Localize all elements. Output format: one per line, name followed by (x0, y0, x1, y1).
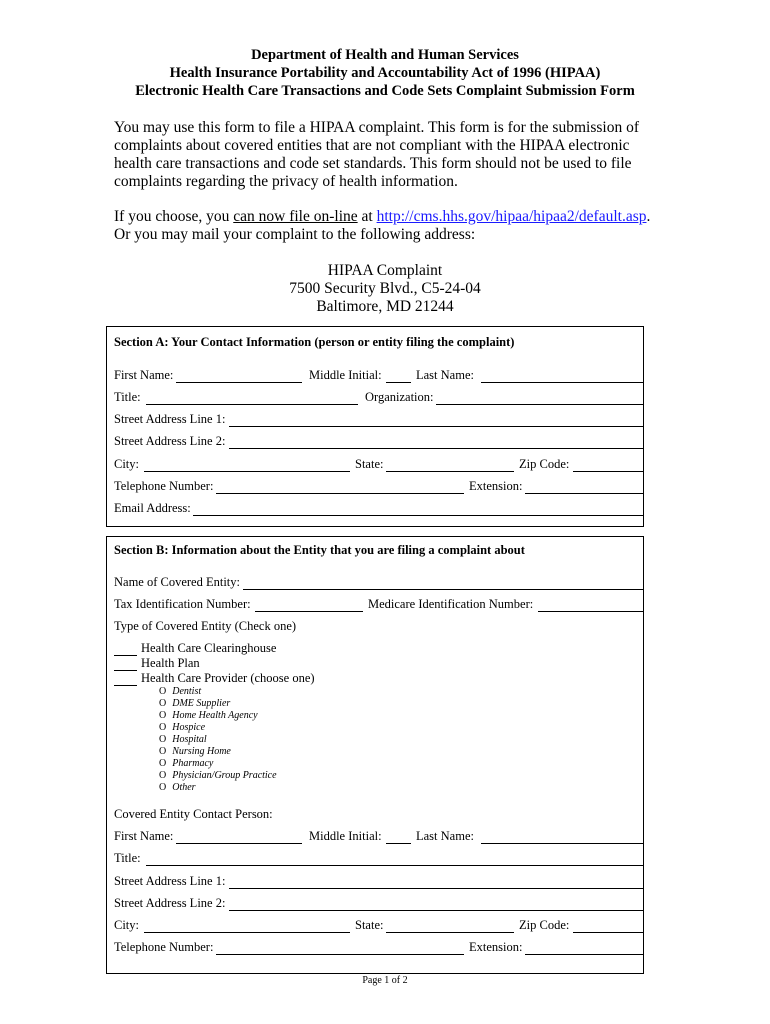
provider-option-home-health[interactable]: O Home Health Agency (159, 710, 258, 721)
contact-street1-field[interactable] (229, 888, 643, 889)
provider-option-hospice[interactable]: O Hospice (159, 722, 206, 733)
address-line-3: Baltimore, MD 21244 (316, 298, 454, 315)
covered-entity-name-label: Name of Covered Entity: (114, 575, 241, 589)
title-field[interactable] (146, 404, 358, 405)
last-name-label: Last Name: (416, 368, 474, 382)
city-field[interactable] (144, 471, 350, 472)
extension-field[interactable] (525, 493, 643, 494)
contact-telephone-field[interactable] (216, 954, 464, 955)
radio-bullet: O (159, 698, 167, 709)
contact-last-name-field[interactable] (481, 843, 643, 844)
online-period: . (646, 208, 651, 225)
checkbox-provider[interactable] (114, 685, 137, 686)
contact-extension-label: Extension: (469, 940, 523, 954)
contact-first-name-label: First Name: (114, 829, 174, 843)
type-clearinghouse-label: Health Care Clearinghouse (141, 641, 277, 655)
radio-bullet: O (159, 686, 167, 697)
last-name-field[interactable] (481, 382, 643, 383)
header-form-title: Electronic Health Care Transactions and Code Sets Complaint Submission Form (135, 83, 635, 99)
contact-street2-field[interactable] (229, 910, 643, 911)
provider-option-dentist[interactable]: O Dentist (159, 686, 202, 697)
first-name-label: First Name: (114, 368, 174, 382)
online-at: at (357, 208, 377, 225)
contact-middle-initial-field[interactable] (386, 843, 411, 844)
provider-option-nursing-home[interactable]: O Nursing Home (159, 746, 231, 757)
section-a (106, 326, 644, 527)
street2-field[interactable] (229, 448, 643, 449)
header-act: Health Insurance Portability and Accountability Act of 1996 (HIPAA) (169, 65, 601, 81)
online-paragraph (114, 208, 654, 244)
contact-zip-label: Zip Code: (519, 918, 570, 932)
zip-label: Zip Code: (519, 457, 570, 471)
zip-field[interactable] (573, 471, 643, 472)
radio-bullet: O (159, 710, 167, 721)
extension-label: Extension: (469, 479, 523, 493)
checkbox-health-plan[interactable] (114, 670, 137, 671)
tax-id-field[interactable] (255, 611, 363, 612)
contact-person-label: Covered Entity Contact Person: (114, 807, 273, 821)
street1-field[interactable] (229, 426, 643, 427)
contact-city-field[interactable] (144, 932, 350, 933)
state-field[interactable] (386, 471, 514, 472)
medicare-id-field[interactable] (538, 611, 643, 612)
radio-bullet: O (159, 746, 167, 757)
email-field[interactable] (193, 515, 643, 516)
page-number: Page 1 of 2 (362, 975, 408, 986)
telephone-label: Telephone Number: (114, 479, 214, 493)
header-department: Department of Health and Human Services (251, 47, 519, 63)
section-b (106, 536, 644, 974)
type-provider-label: Health Care Provider (choose one) (141, 671, 315, 685)
tax-id-label: Tax Identification Number: (114, 597, 251, 611)
type-health-plan-label: Health Plan (141, 656, 200, 670)
form-header (0, 46, 770, 100)
contact-title-field[interactable] (146, 865, 643, 866)
online-prefix: If you choose, you (114, 208, 234, 225)
radio-bullet: O (159, 734, 167, 745)
provider-option-dme[interactable]: O DME Supplier (159, 698, 231, 709)
street2-label: Street Address Line 2: (114, 434, 226, 448)
contact-middle-initial-label: Middle Initial: (309, 829, 382, 843)
contact-first-name-field[interactable] (176, 843, 302, 844)
contact-last-name-label: Last Name: (416, 829, 474, 843)
mailing-address (0, 262, 770, 316)
radio-bullet: O (159, 770, 167, 781)
address-line-1: HIPAA Complaint (327, 262, 443, 279)
intro-paragraph: You may use this form to file a HIPAA complaint. This form is for the submission of complaints about covered entities that are not compliant with the HIPAA electronic health care transactions and code set standards. This form should not be used to file complaints regarding the privacy of health information. (114, 119, 639, 190)
title-label: Title: (114, 390, 141, 404)
section-b-title: Section B: Information about the Entity that you are filing a complaint about (114, 543, 525, 557)
contact-state-label: State: (355, 918, 384, 932)
mail-instruction: Or you may mail your complaint to the following address: (114, 226, 476, 243)
middle-initial-field[interactable] (386, 382, 411, 383)
city-label: City: (114, 457, 140, 471)
organization-label: Organization: (365, 390, 434, 404)
radio-bullet: O (159, 758, 167, 769)
address-line-2: 7500 Security Blvd., C5-24-04 (289, 280, 481, 297)
state-label: State: (355, 457, 384, 471)
section-a-title: Section A: Your Contact Information (person or entity filing the complaint) (114, 335, 515, 349)
contact-telephone-label: Telephone Number: (114, 940, 214, 954)
file-online-link[interactable]: can now file on-line (233, 208, 358, 225)
contact-extension-field[interactable] (525, 954, 643, 955)
contact-city-label: City: (114, 918, 140, 932)
provider-option-hospital[interactable]: O Hospital (159, 734, 207, 745)
covered-entity-name-field[interactable] (243, 589, 643, 590)
radio-bullet: O (159, 722, 167, 733)
provider-option-other[interactable]: O Other (159, 782, 196, 793)
contact-title-label: Title: (114, 851, 141, 865)
contact-zip-field[interactable] (573, 932, 643, 933)
provider-option-pharmacy[interactable]: O Pharmacy (159, 758, 214, 769)
middle-initial-label: Middle Initial: (309, 368, 382, 382)
cms-url-link[interactable]: http://cms.hhs.gov/hipaa/hipaa2/default.asp (376, 208, 647, 225)
contact-street1-label: Street Address Line 1: (114, 874, 226, 888)
first-name-field[interactable] (176, 382, 302, 383)
medicare-id-label: Medicare Identification Number: (368, 597, 534, 611)
street1-label: Street Address Line 1: (114, 412, 226, 426)
checkbox-clearinghouse[interactable] (114, 655, 137, 656)
type-label: Type of Covered Entity (Check one) (114, 619, 297, 633)
organization-field[interactable] (436, 404, 643, 405)
radio-bullet: O (159, 782, 167, 793)
contact-state-field[interactable] (386, 932, 514, 933)
email-label: Email Address: (114, 501, 191, 515)
telephone-field[interactable] (216, 493, 464, 494)
provider-option-physician[interactable]: O Physician/Group Practice (159, 770, 277, 781)
contact-street2-label: Street Address Line 2: (114, 896, 226, 910)
